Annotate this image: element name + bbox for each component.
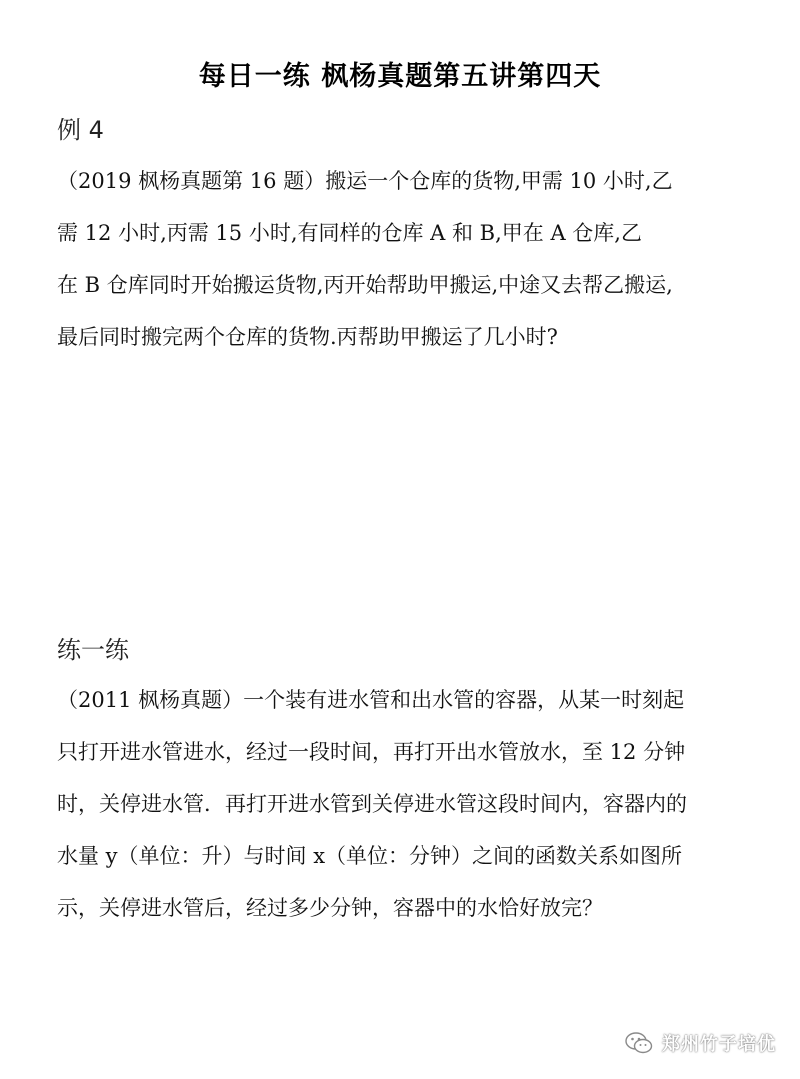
practice-line: 只打开进水管进水，经过一段时间，再打开出水管放水，至 12 分钟: [57, 740, 686, 764]
watermark: [624, 1027, 776, 1059]
practice-line: 示，关停进水管后，经过多少分钟，容器中的水恰好放完？: [57, 896, 603, 920]
practice-line: 水量 y（单位：升）与时间 x（单位：分钟）之间的函数关系如图所: [57, 844, 683, 868]
example-line: 需 12 小时,丙需 15 小时,有同样的仓库 A 和 B,甲在 A 仓库,乙: [57, 221, 642, 245]
watermark-text: 郑州竹子培优: [662, 1034, 776, 1055]
example-line: 在 B 仓库同时开始搬运货物,丙开始帮助甲搬运,中途又去帮乙搬运,: [57, 273, 673, 297]
example-heading: 例 4: [57, 116, 104, 144]
page-title: 每日一练 枫杨真题第五讲第四天: [198, 61, 602, 92]
practice-heading: 练一练: [57, 636, 129, 664]
practice-line: （2011 枫杨真题）一个装有进水管和出水管的容器，从某一时刻起: [57, 688, 685, 712]
wechat-icon: [624, 1030, 654, 1056]
example-line: 最后同时搬完两个仓库的货物.丙帮助甲搬运了几小时?: [57, 325, 558, 349]
example-line: （2019 枫杨真题第 16 题）搬运一个仓库的货物,甲需 10 小时,乙: [57, 169, 673, 193]
practice-line: 时，关停进水管．再打开进水管到关停进水管这段时间内，容器内的: [57, 792, 687, 816]
